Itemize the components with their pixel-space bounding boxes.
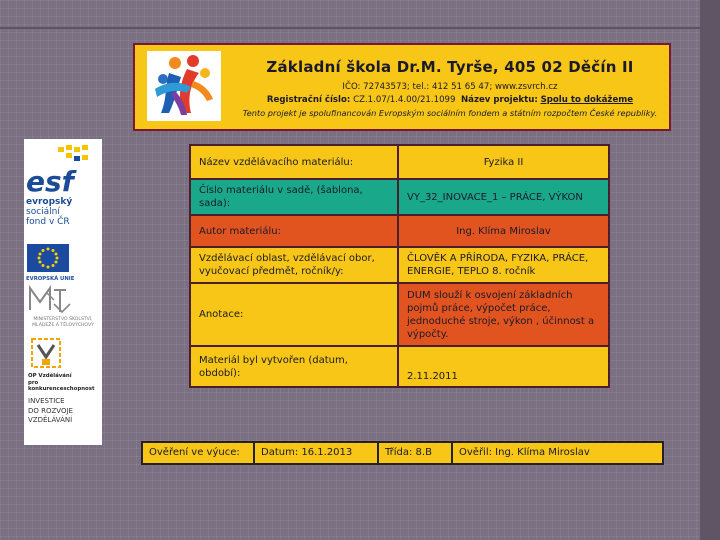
school-name: Základní škola Dr.M. Tyrše, 405 02 Děčín II xyxy=(266,58,634,76)
table-row xyxy=(190,283,609,346)
row-value: 2.11.2011 xyxy=(398,346,609,387)
table-row xyxy=(190,215,609,247)
row-value: Fyzika II xyxy=(398,145,609,179)
msmt-line-1: MINISTERSTVO ŠKOLSTVÍ, xyxy=(33,317,93,322)
row-label: Anotace: xyxy=(190,283,398,346)
op-line-2: pro konkurenceschopnost xyxy=(28,379,95,393)
op-line-1: OP Vzdělávání xyxy=(28,373,72,379)
school-header xyxy=(133,43,671,131)
investment-caption xyxy=(28,397,73,426)
verified-by: Ověřil: Ing. Klíma Miroslav xyxy=(451,443,662,463)
right-strip xyxy=(700,0,720,540)
msmt-caption xyxy=(24,317,102,328)
inv-line-2: DO ROZVOJE xyxy=(28,406,73,415)
inv-line-1: INVESTICE xyxy=(28,397,65,405)
eu-flag-icon xyxy=(27,244,69,272)
project-name: Spolu to dokážeme xyxy=(540,95,634,105)
table-row xyxy=(190,346,609,387)
row-value: DUM slouží k osvojení základních pojmů práce, výpočet práce, jednoduché stroje, výkon , účinnost a výpočty. xyxy=(398,283,609,346)
material-info-table xyxy=(189,144,610,388)
contact-line: IČO: 72743573; tel.: 412 51 65 47; www.zsvrch.cz xyxy=(342,82,558,92)
esf-caption xyxy=(26,197,72,227)
project-label: Název projektu: xyxy=(460,95,538,105)
esf-line-3: fond v ČR xyxy=(26,217,70,227)
divider xyxy=(0,27,700,29)
row-label: Autor materiálu: xyxy=(190,215,398,247)
verification-bar xyxy=(141,441,664,465)
school-logo xyxy=(147,51,221,121)
inv-line-3: VZDĚLÁVÁNÍ xyxy=(28,416,73,425)
eu-label: EVROPSKÁ UNIE xyxy=(26,276,75,282)
esf-line-2: sociální xyxy=(26,207,60,217)
row-label: Název vzdělávacího materiálu: xyxy=(190,145,398,179)
row-label: Číslo materiálu v sadě, (šablona, sada): xyxy=(190,179,398,215)
registration-line xyxy=(231,95,669,105)
table-row xyxy=(190,179,609,215)
table-row xyxy=(190,247,609,283)
table-row xyxy=(190,145,609,179)
msmt-line-2: MLÁDEŽE A TĚLOVÝCHOVY xyxy=(32,322,94,328)
op-logo-icon xyxy=(26,335,66,371)
reg-label: Registrační číslo: xyxy=(266,95,351,105)
esf-line-1: evropský xyxy=(26,197,73,207)
esf-logo-text: esf xyxy=(26,165,74,198)
row-value: Ing. Klíma Miroslav xyxy=(398,215,609,247)
row-value: ČLOVĚK A PŘÍRODA, FYZIKA, PRÁCE, ENERGIE, TEPLO 8. ročník xyxy=(398,247,609,283)
row-label: Materiál byl vytvořen (datum, období): xyxy=(190,346,398,387)
esf-stars-icon xyxy=(54,143,96,165)
op-caption xyxy=(28,373,102,393)
sponsor-logos xyxy=(24,139,102,445)
row-label: Vzdělávací oblast, vzdělávací obor, vyučovací předmět, ročník/y: xyxy=(190,247,398,283)
verified-class: Třída: 8.B xyxy=(377,443,451,463)
row-value: VY_32_INOVACE_1 – PRÁCE, VÝKON xyxy=(398,179,609,215)
reg-number: CZ.1.07/1.4.00/21.1099 xyxy=(353,95,456,105)
verified-date: Datum: 16.1.2013 xyxy=(253,443,377,463)
children-logo-icon xyxy=(147,51,221,121)
verified-label: Ověření ve výuce: xyxy=(149,447,240,458)
funding-line: Tento projekt je spolufinancován Evropským sociálním fondem a státním rozpočtem České republiky. xyxy=(242,108,658,118)
